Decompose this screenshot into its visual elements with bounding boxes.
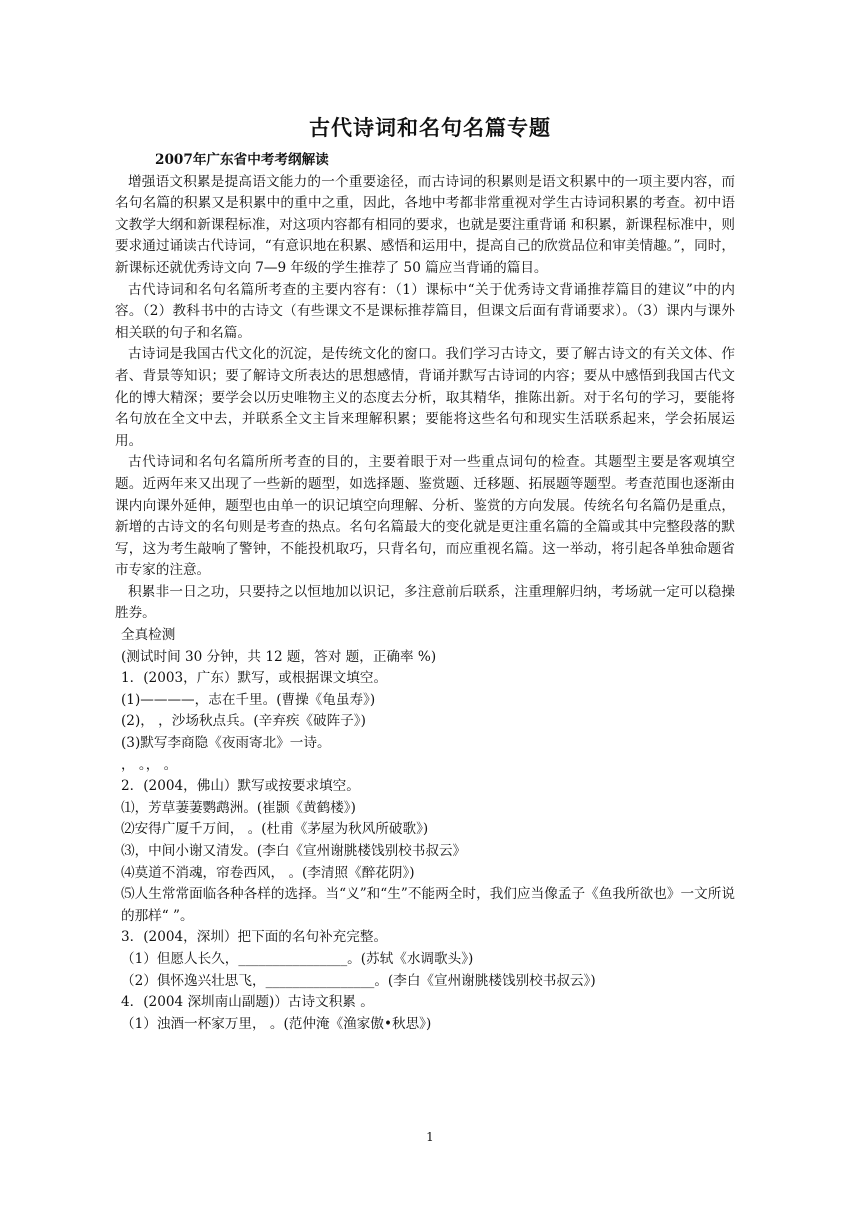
paragraph: 积累非一日之功，只要持之以恒地加以识记，多注意前后联系，注重理解归纳，考场就一定可以稳操胜券。 xyxy=(115,583,735,622)
question-item: ， 。， 。 xyxy=(121,756,178,773)
question-item: ⑶，中间小谢又清发。(李白《宣州谢朓楼饯别校书叔云》 xyxy=(121,843,467,859)
question-item: (3)默写李商隐《夜雨寄北》一诗。 xyxy=(121,735,331,752)
question-item: （1）浊酒一杯家万里， 。(范仲淹《渔家傲•秋思》) xyxy=(121,1015,432,1032)
question-stem: 3．(2004，深圳）把下面的名句补充完整。 xyxy=(121,929,388,946)
page-title: 古代诗词和名句名篇专题 xyxy=(309,115,551,140)
question-item: （2）俱怀逸兴壮思飞，________________。(李白《宣州谢朓楼饯别校书叔云》) xyxy=(121,972,596,989)
section-label: 全真检测 xyxy=(121,627,176,644)
paragraph: 古诗词是我国古代文化的沉淀，是传统文化的窗口。我们学习古诗文，要了解古诗文的有关文体、作者、背景等知识；要了解诗文所表达的思想感情，背诵并默写古诗词的内容；要从中感悟到我国古代文化的博大精深；要学会以历史唯物主义的态度去分析，取其精华，推陈出新。对于名句的学习，要能将名句放在全文中去，并联系全文主旨来理解积累；要能将这些名句和现实生活联系起来，学会拓展运用。 xyxy=(115,346,735,449)
question-item: (1)————，志在千里。(曹操《龟虽寿》) xyxy=(121,691,376,708)
section-subheading: 2007年广东省中考考纲解读 xyxy=(155,152,329,168)
paragraph: 古代诗词和名句名篇所考查的主要内容有：（1）课标中“关于优秀诗文背诵推荐篇目的建议”中的内容。（2）教科书中的古诗文（有些课文不是课标推荐篇目，但课文后面有背诵要求）。（3）课内与课外相关联的句子和名篇。 xyxy=(115,281,735,341)
question-item: ⑴，芳草萋萋鹦鹉洲。(崔颢《黄鹤楼》) xyxy=(121,799,356,816)
question-item: ⑵安得广厦千万间， 。(杜甫《茅屋为秋风所破歌》) xyxy=(121,821,429,838)
paragraph: 古代诗词和名句名篇所所考查的目的，主要着眼于对一些重点词句的检查。其题型主要是客观填空题。近两年来又出现了一些新的题型，如选择题、鉴赏题、迁移题、拓展题等题型。考查范围也逐渐由课内向课外延伸，题型也由单一的识记填空向理解、分析、鉴赏的方向发展。传统名句名篇仍是重点，新增的古诗文的名句则是考查的热点。名句名篇最大的变化就是更注重名篇的全篇或其中完整段落的默写，这为考生敲响了警钟，不能投机取巧，只背名句，而应重视名篇。这一举动，将引起各单独命题省市专家的注意。 xyxy=(115,454,735,579)
question-item: ⑸人生常常面临各种各样的选择。当“义”和“生”不能两全时，我们应当像孟子《鱼我所欲也》一文所说的那样“ ”。 xyxy=(121,886,735,924)
question-item: （1）但愿人长久，________________。(苏轼《水调歌头》) xyxy=(121,950,474,967)
document-body xyxy=(115,150,735,1035)
test-info: (测试时间 30 分钟，共 12 题，答对 题，正确率 %) xyxy=(121,648,437,665)
question-stem: 2．(2004，佛山）默写或按要求填空。 xyxy=(121,778,360,795)
paragraph: 增强语文积累是提高语文能力的一个重要途径，而古诗词的积累则是语文积累中的一项主要内容，而名句名篇的积累又是积累中的重中之重，因此，各地中考都非常重视对学生古诗词积累的考查。初中语文教学大纲和新课程标准，对这项内容都有相同的要求，也就是要注重背诵 和积累，新课程标准中，则要求通过诵读古代诗词，“有意识地在积累、感悟和运用中，提高自己的欣赏品位和审美情趣。”，同时，新课标还就优秀诗文向 7—9 年级的学生推荐了 50 篇应当背诵的篇目。 xyxy=(115,173,735,276)
question-item: ⑷莫道不消魂，帘卷西风， 。(李清照《醉花阴》) xyxy=(121,864,415,881)
page-number: 1 xyxy=(426,1130,434,1144)
question-item: (2)， ，沙场秋点兵。(辛弃疾《破阵子》) xyxy=(121,713,366,730)
question-stem: 1．(2003，广东）默写，或根据课文填空。 xyxy=(121,670,388,687)
question-stem: 4．(2004 深圳南山副题)）古诗文积累 。 xyxy=(121,994,374,1011)
